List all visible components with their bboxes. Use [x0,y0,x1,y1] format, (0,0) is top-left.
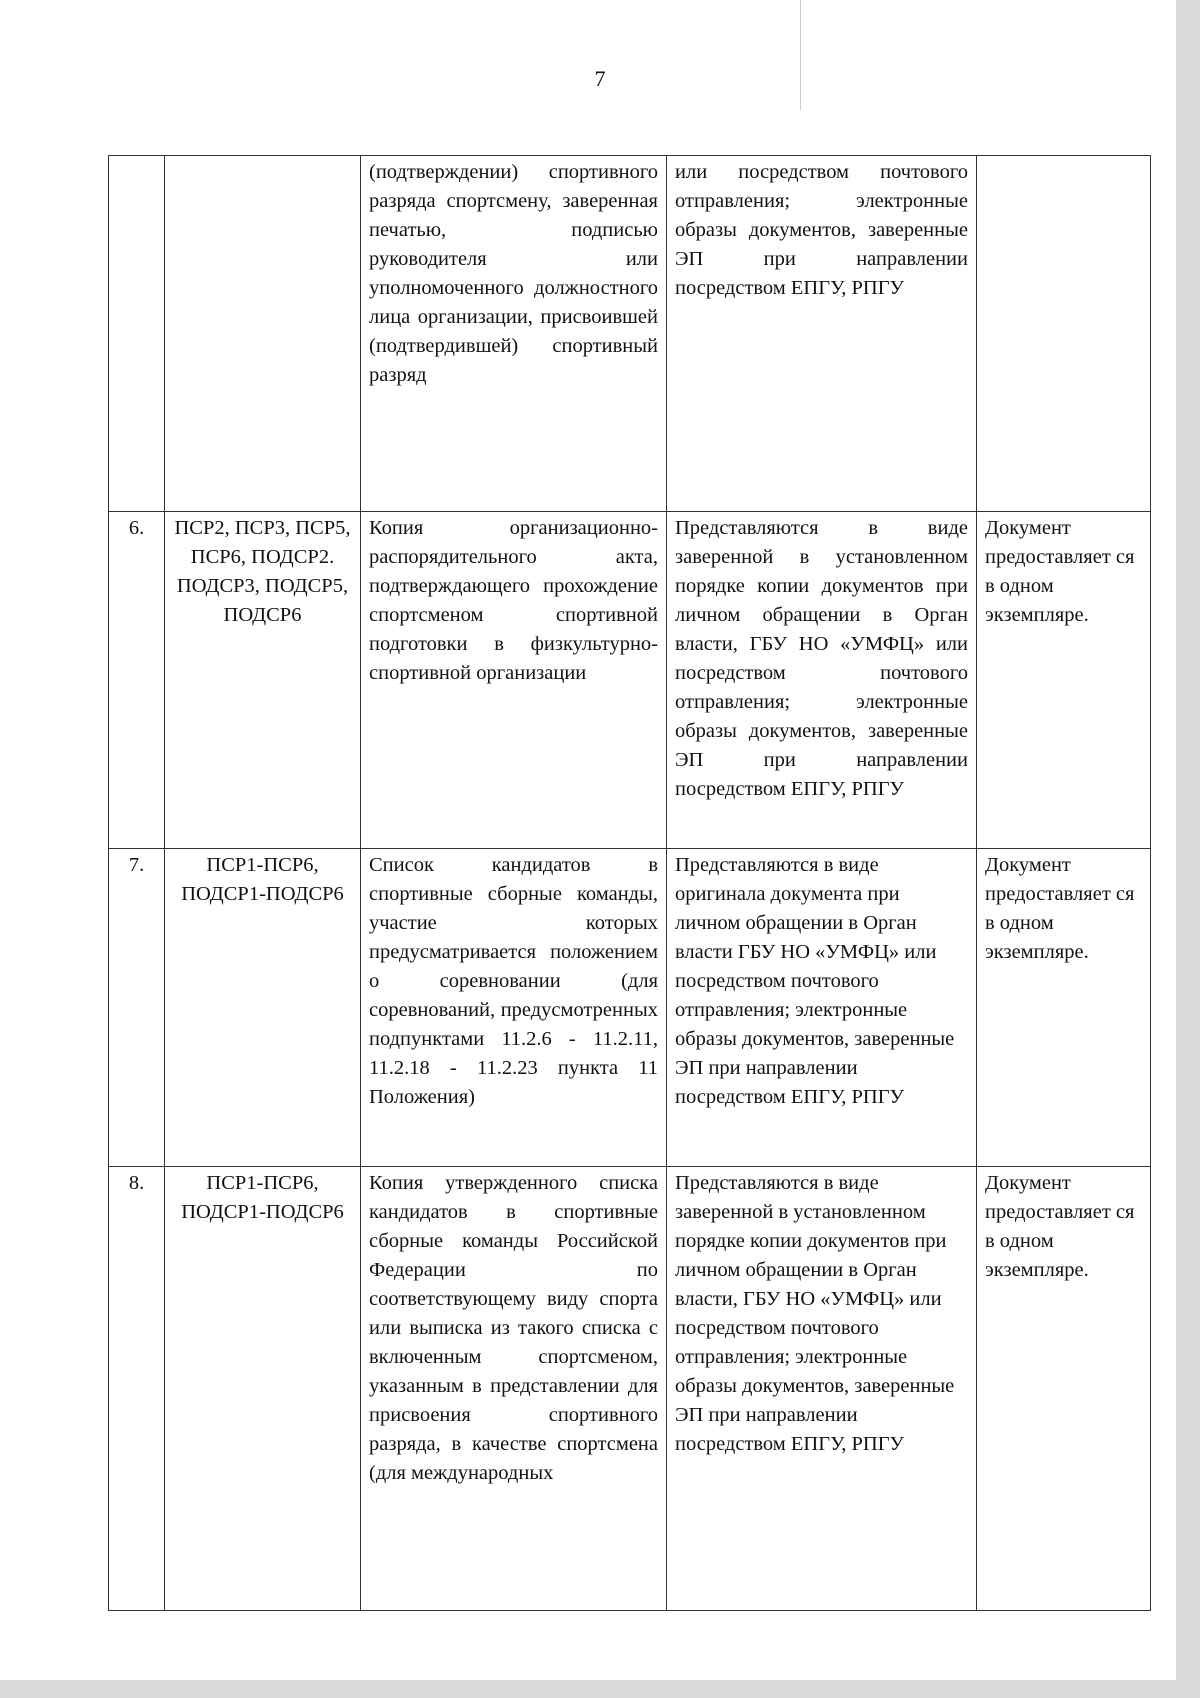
row-number-cell: 8. [109,1167,165,1611]
row-method-cell: Представляются в виде оригинала документа при личном обращении в Орган власти ГБУ НО «УМФЦ» или посредством почтового отправления; электронные образы документов, заверенные ЭП при направлении посредством ЕПГУ, РПГУ [667,849,977,1167]
row-note-cell: Документ предоставляет ся в одном экземпляре. [977,512,1151,849]
table-row [109,1167,1151,1611]
row-note-cell: Документ предоставляет ся в одном экземпляре. [977,1167,1151,1611]
row-codes-cell: ПСР1-ПСР6, ПОДСР1-ПОДСР6 [165,1167,361,1611]
page-number: 7 [594,66,606,91]
row-note-cell [977,156,1151,512]
row-number-cell [109,156,165,512]
row-document-cell: (подтверждении) спортивного разряда спортсмену, заверенная печатью, подписью руководителя или уполномоченного должностного лица организации, присвоившей (подтвердившей) спортивный разряд [361,156,667,512]
row-document-cell: Копия организационно-распорядительного акта, подтверждающего прохождение спортсменом спортивной подготовки в физкультурно-спортивной организации [361,512,667,849]
row-method-cell: Представляются в виде заверенной в установленном порядке копии документов при личном обращении в Орган власти, ГБУ НО «УМФЦ» или посредством почтового отправления; электронные образы документов, заверенные ЭП при направлении посредством ЕПГУ, РПГУ [667,512,977,849]
row-codes-cell: ПСР2, ПСР3, ПСР5, ПСР6, ПОДСР2. ПОДСР3, ПОДСР5, ПОДСР6 [165,512,361,849]
row-document-cell: Копия утвержденного списка кандидатов в спортивные сборные команды Российской Федерации по соответствующему виду спорта или выписка из такого списка с включенным спортсменом, указанным в представлении для присвоения спортивного разряда, в качестве спортсмена (для международных [361,1167,667,1611]
scan-fold-line [800,0,801,110]
row-note-cell: Документ предоставляет ся в одном экземпляре. [977,849,1151,1167]
requirements-table [108,155,1151,1611]
row-codes-cell: ПСР1-ПСР6, ПОДСР1-ПОДСР6 [165,849,361,1167]
table-row-continuation [109,156,1151,512]
row-method-cell: Представляются в виде заверенной в установленном порядке копии документов при личном обращении в Орган власти, ГБУ НО «УМФЦ» или посредством почтового отправления; электронные образы документов, заверенные ЭП при направлении посредством ЕПГУ, РПГУ [667,1167,977,1611]
row-method-cell: или посредством почтового отправления; электронные образы документов, заверенные ЭП при направлении посредством ЕПГУ, РПГУ [667,156,977,512]
row-number-cell: 7. [109,849,165,1167]
table-row [109,849,1151,1167]
row-codes-cell [165,156,361,512]
row-document-cell: Список кандидатов в спортивные сборные команды, участие которых предусматривается положением о соревновании (для соревнований, предусмотренных подпунктами 11.2.6 - 11.2.11, 11.2.18 - 11.2.23 пункта 11 Положения) [361,849,667,1167]
row-number-cell: 6. [109,512,165,849]
table-row [109,512,1151,849]
